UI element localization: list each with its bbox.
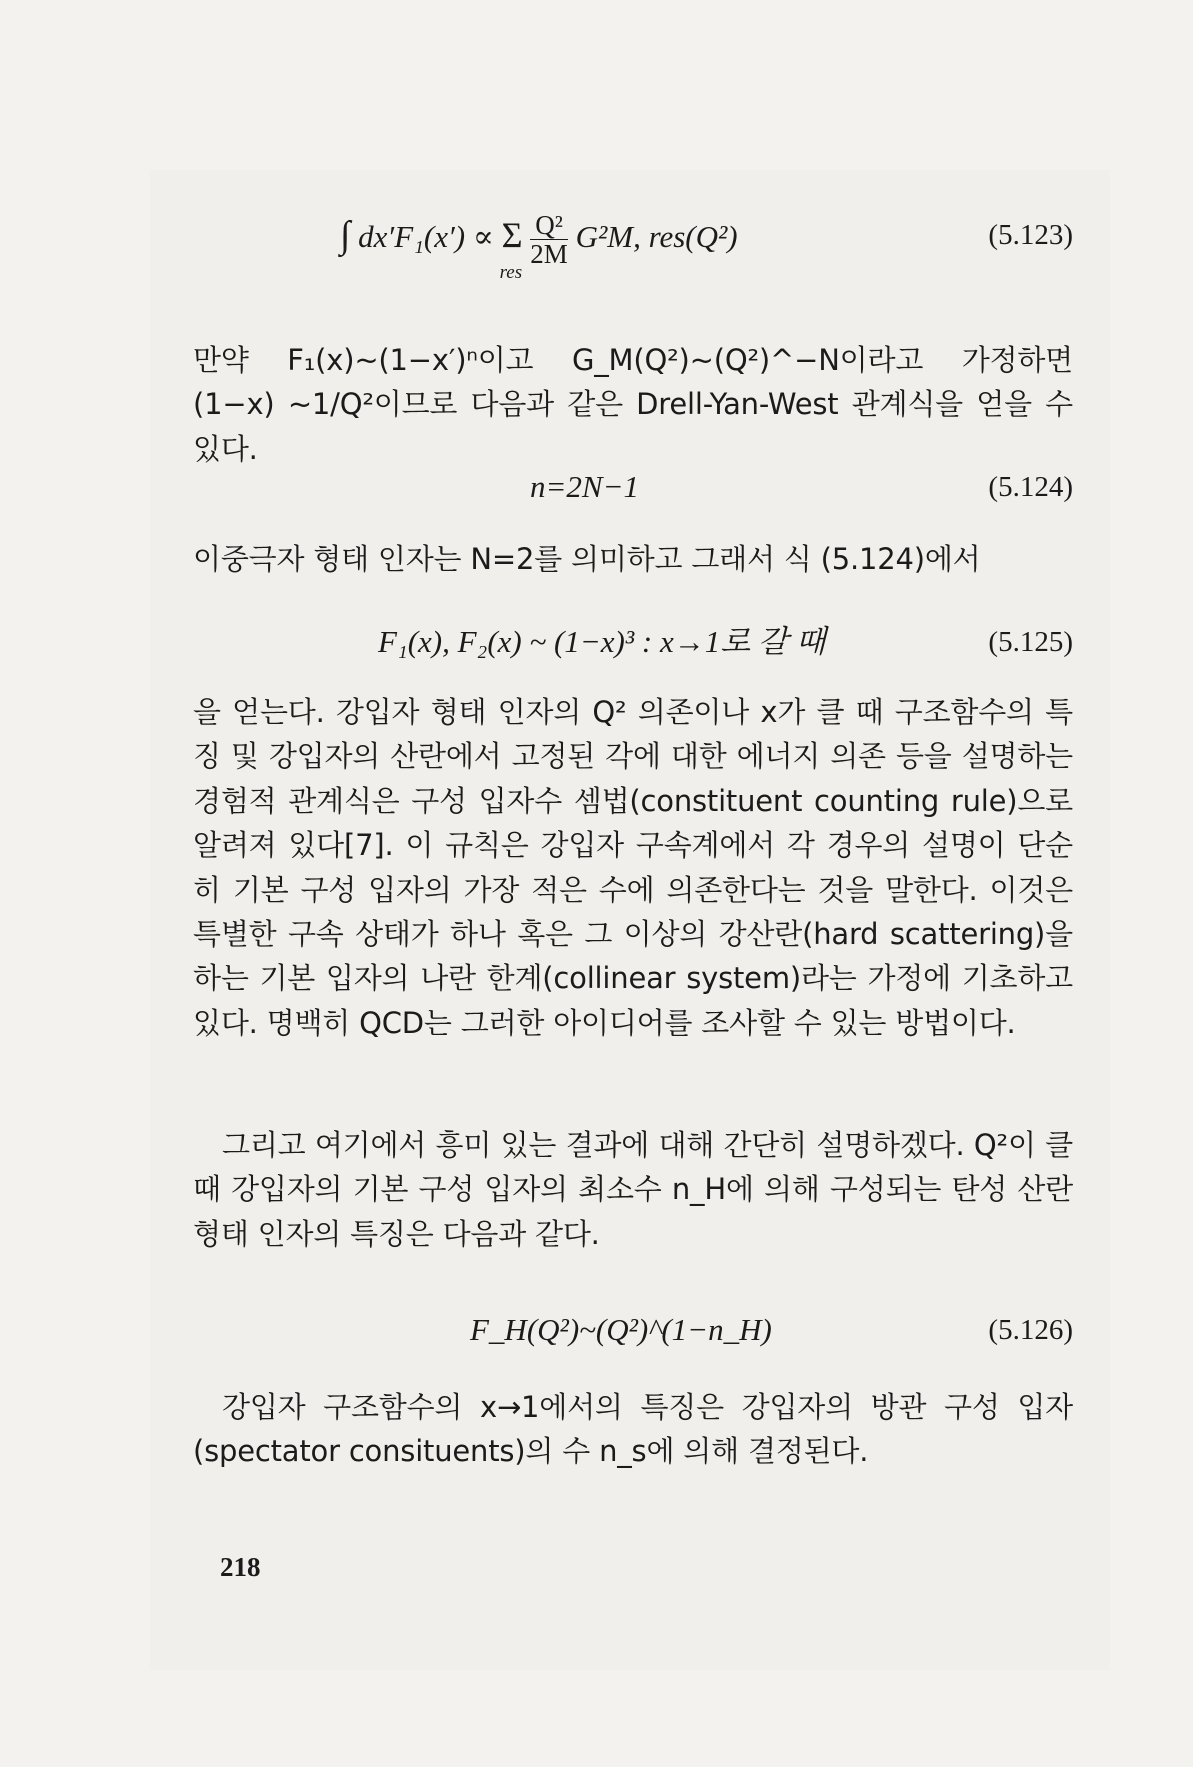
equation-5-123 [0,205,1193,283]
equation-5-124 [0,457,1193,517]
equation-number: (5.126) [988,1314,1073,1346]
fraction-numerator: Q² [530,211,568,240]
equation-number: (5.124) [988,471,1073,503]
paragraph-5 [193,1385,1073,1474]
paragraph-text: 강입자 구조함수의 x→1에서의 특징은 강입자의 방관 구성 입자(spectator consituents)의 수 n_s에 의해 결정된다. [193,1390,1073,1469]
paragraph-text: 을 얻는다. 강입자 형태 인자의 Q² 의존이나 x가 클 때 구조함수의 특징 및 강입자의 산란에서 고정된 각에 대한 에너지 의존 등을 설명하는 경험적 관계식은 구성 입자수 셈법(constituent counting rule)으로 알려져 있다[7]. 이 규칙은 강입자 구속계에서 각 경우의 설명이 단순히 기본 구성 입자의 가장 적은 수에 의존한다는 것을 말한다. 이것은 특별한 구속 상태가 하나 혹은 그 이상의 강산란(hard scattering)을 하는 기본 입자의 나란 한계(collinear system)라는 가정에 기초하고 있다. 명백히 QCD는 그러한 아이디어를 조사할 수 있는 방법이다. [193,695,1073,1040]
equation-body: F₁(x), F₂(x) ~ (1−x)³ : x→1로 갈 때 [378,624,826,659]
paragraph-text: 만약 F₁(x)~(1−x′)ⁿ이고 G_M(Q²)~(Q²)^−N이라고 가정하면 (1−x) ~1/Q²이므로 다음과 같은 Drell-Yan-West 관계식을 얻을 수 있다. [193,343,1073,466]
summation-subscript: res [499,262,523,283]
equation-body [340,205,738,283]
equation-body: n=2N−1 [530,469,640,504]
summation-sign: Σ res [502,205,523,265]
equation-5-126 [0,1300,1193,1360]
paragraph-1 [193,338,1073,471]
paragraph-2 [193,537,1073,581]
paragraph-text: 이중극자 형태 인자는 N=2를 의미하고 그래서 식 (5.124)에서 [193,542,981,576]
equation-5-125 [0,612,1193,672]
page-number: 218 [220,1552,261,1582]
equation-number: (5.125) [988,626,1073,658]
paragraph-text: 그리고 여기에서 흥미 있는 결과에 대해 간단히 설명하겠다. Q²이 클 때 강입자의 기본 구성 입자의 최소수 n_H에 의해 구성되는 탄성 산란 형태 인자의 특징은 다음과 같다. [193,1128,1073,1251]
equation-number: (5.123) [988,219,1073,251]
integral-sign: ∫ [340,214,351,256]
fraction [530,211,568,268]
fraction-denominator: 2M [530,239,568,270]
paragraph-3 [193,690,1073,1045]
paragraph-4 [193,1123,1073,1256]
equation-body: F_H(Q²)~(Q²)^(1−n_H) [470,1312,772,1347]
equation-lhs: dx′F₁(x′) ∝ [358,219,494,254]
equation-rhs: G²M, res(Q²) [575,219,738,254]
